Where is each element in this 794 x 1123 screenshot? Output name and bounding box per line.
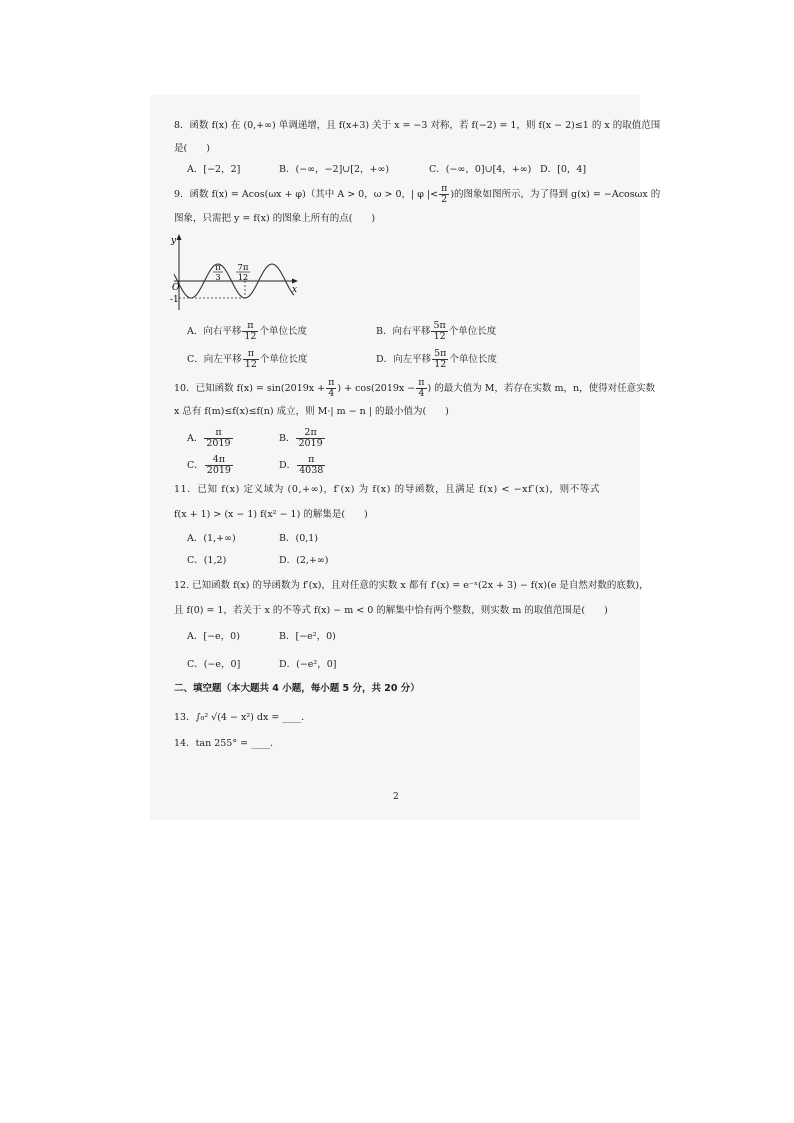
y-axis-arrow-icon: [177, 234, 182, 240]
q12-option-c: C．(−e，0]: [187, 659, 241, 670]
q10-option-a: A． $\frac{\pi}{2019}$: [187, 427, 231, 449]
q13-stem: 13．∫₀² √(4 − x²) dx = ____．: [174, 712, 311, 723]
q9-option-a: A．向右平移 $\frac{\pi}{12}$ 个单位长度: [187, 320, 307, 342]
tick-7pi-over-12-den: 12: [237, 273, 249, 282]
tick-7pi-over-12-num: 7π: [237, 263, 249, 273]
q11-stem-line1: 11．已知 f(x) 定义域为 (0,+∞)，f′(x) 为 f(x) 的导函数，且满足 f(x) < −xf′(x)，则不等式: [174, 484, 601, 495]
q10-option-c: C． $\frac{4\pi}{2019}$: [187, 454, 231, 476]
origin-label: O: [172, 283, 180, 293]
q8-option-a: A．[−2，2]: [187, 164, 241, 175]
q8-stem-line2: 是( ): [174, 143, 210, 154]
q11-stem-line2: f(x + 1) > (x − 1) f(x² − 1) 的解集是( ): [174, 509, 368, 520]
q12-stem-line1: 12. 已知函数 f(x) 的导函数为 f′(x)，且对任意的实数 x 都有 f′(x) = e⁻ˣ(2x + 3) − f(x)(e 是自然对数的底数)，: [174, 580, 649, 591]
minus-one-label: -1: [170, 295, 179, 305]
q8-option-b: B．(−∞，−2]∪[2，+∞): [279, 164, 390, 175]
q9-option-c: C．向左平移 $\frac{\pi}{12}$ 个单位长度: [187, 348, 308, 370]
section-heading-fill-in: 二、填空题（本大题共 4 小题，每小题 5 分，共 20 分）: [174, 683, 420, 694]
q10-option-b: B． $\frac{2\pi}{2019}$: [279, 427, 323, 449]
q12-stem-line2: 且 f(0) = 1，若关于 x 的不等式 f(x) − m < 0 的解集中恰有两个整数，则实数 m 的取值范围是( ): [174, 605, 608, 616]
q11-option-d: D．(2,+∞): [279, 555, 329, 566]
tick-pi-over-3-den: 3: [215, 273, 221, 282]
q10-stem-line1: 10．已知函数 f(x) = sin(2019x + $\frac{\pi}{4}$ ) + cos(2019x − $\frac{\pi}{4}$ ) 的最大值为 M，若存在实数 m，n，使得对任意实数: [174, 377, 656, 399]
q14-stem: 14．tan 255° = ____．: [174, 738, 280, 749]
q12-option-b: B．[−e²，0): [279, 631, 336, 642]
q10-option-d: D． $\frac{\pi}{4038}$: [279, 454, 324, 476]
x-axis-arrow-icon: [292, 279, 298, 284]
q8-stem-line1: 8．函数 f(x) 在 (0,+∞) 单调递增，且 f(x+3) 关于 x = −3 对称，若 f(−2) = 1，则 f(x − 2)≤1 的 x 的取值范围: [174, 120, 661, 131]
q8-option-c: C．(−∞，0]∪[4，+∞): [429, 164, 532, 175]
q9-cosine-graph: [170, 232, 310, 312]
page-number: 2: [393, 792, 399, 802]
q11-option-c: C．(1,2): [187, 555, 227, 566]
tick-pi-over-3-num: π: [215, 263, 221, 273]
q11-option-a: A．(1,+∞): [187, 533, 236, 544]
q9-option-b: B．向右平移 $\frac{5\pi}{12}$ 个单位长度: [376, 320, 497, 342]
q8-option-d: D．[0，4]: [540, 164, 587, 175]
q12-option-d: D．(−e²，0]: [279, 659, 337, 670]
q12-option-a: A．[−e，0): [187, 631, 240, 642]
q9-stem-fraction: $\frac{\pi}{2}$: [441, 183, 448, 205]
q9-stem-line1: 9．函数 f(x) = Acos(ωx + φ)（其中 A > 0，ω > 0，| φ |< $\frac{\pi}{2}$ )的图象如图所示，为了得到 g(x) = −Acosωx 的: [174, 183, 661, 205]
q11-option-b: B．(0,1): [279, 533, 319, 544]
y-axis-label: y: [171, 236, 177, 246]
q10-stem-line2: x 总有 f(m)≤f(x)≤f(n) 成立，则 M·| m − n | 的最小值为( ): [174, 406, 449, 417]
q9-stem-line2: 图象，只需把 y = f(x) 的图象上所有的点( ): [174, 213, 376, 224]
x-axis-label: x: [292, 285, 298, 295]
q9-option-d: D．向左平移 $\frac{5\pi}{12}$ 个单位长度: [376, 348, 497, 370]
